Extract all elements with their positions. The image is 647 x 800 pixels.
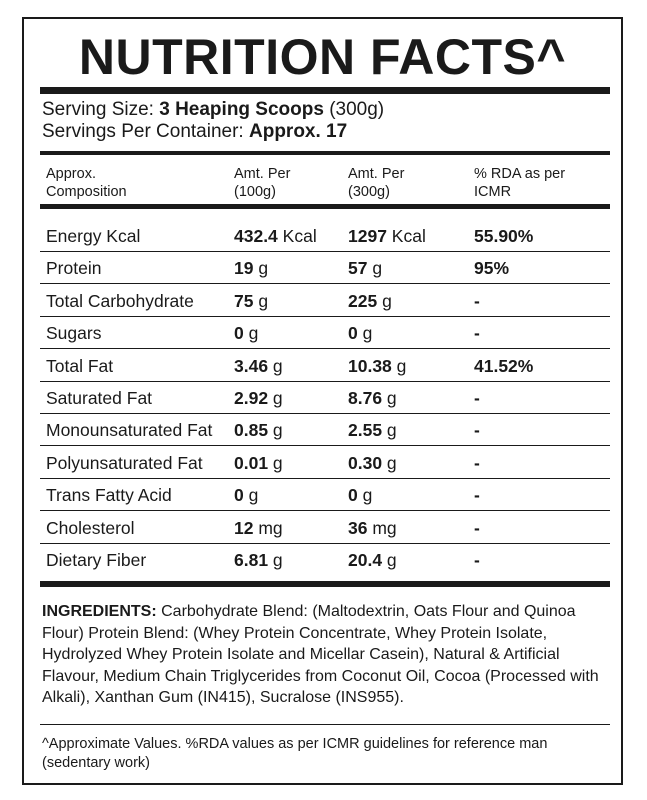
amount-per-100g-value: 19 — [234, 258, 254, 279]
amount-per-100g-value: 3.46 — [234, 355, 269, 376]
amount-per-300g-unit: g — [377, 290, 392, 311]
amount-per-100g-value: 0.85 — [234, 420, 269, 441]
nutrient-name: Energy Kcal — [46, 226, 141, 246]
amount-per-300g-unit: g — [382, 550, 397, 570]
amount-per-100g-value: 0 — [234, 323, 244, 344]
amount-per-300g-unit: g — [357, 323, 373, 344]
header-amt-100g: Amt. Per (100g) — [234, 166, 291, 200]
amount-per-100g-unit: g — [268, 550, 283, 570]
amount-per-300g-value: 57 — [348, 258, 368, 279]
amount-per-300g-unit: g — [382, 388, 397, 408]
amount-per-300g — [348, 285, 392, 317]
serving-size — [42, 99, 384, 121]
header-composition: Approx. Composition — [46, 166, 127, 200]
nutrient-name: Dietary Fiber — [46, 550, 147, 570]
nutrient-name: Monounsaturated Fat — [46, 420, 213, 441]
nutrient-name: Total Fat — [46, 355, 114, 376]
amount-per-100g-unit: g — [253, 258, 269, 279]
amount-per-100g — [234, 479, 258, 511]
amount-per-100g — [234, 252, 268, 284]
amount-per-100g — [234, 317, 258, 349]
amount-per-100g — [234, 350, 283, 382]
nutrient-name: Cholesterol — [46, 517, 135, 538]
serving-size-label: Serving Size: — [42, 99, 160, 120]
amount-per-300g-value: 225 — [348, 290, 378, 311]
amount-per-300g-unit: Kcal — [386, 226, 426, 246]
header-rda: % RDA as per ICMR — [474, 166, 566, 200]
amount-per-100g-unit: g — [268, 420, 283, 441]
serving-size-qty: (300g) — [323, 99, 385, 120]
rda-percent: 55.90% — [474, 226, 534, 246]
amount-per-300g — [348, 220, 426, 252]
amount-per-300g-unit: g — [382, 420, 397, 441]
amount-per-100g — [234, 544, 283, 576]
amount-per-300g-value: 0 — [348, 485, 358, 506]
amount-per-100g-unit: g — [243, 485, 259, 506]
table-row — [40, 512, 610, 544]
table-row — [40, 350, 610, 382]
amount-per-300g-unit: g — [367, 258, 383, 279]
amount-per-300g-unit: g — [357, 485, 373, 506]
serving-divider — [40, 151, 610, 155]
nutrient-name: Polyunsaturated Fat — [46, 452, 203, 473]
amount-per-100g-value: 0.01 — [234, 452, 269, 473]
amount-per-100g — [234, 447, 283, 479]
amount-per-300g-value: 20.4 — [348, 550, 383, 570]
table-row — [40, 220, 610, 252]
rda-percent: - — [474, 485, 480, 506]
amount-per-100g-value: 75 — [234, 290, 254, 311]
amount-per-100g-value: 0 — [234, 485, 244, 506]
table-row — [40, 414, 610, 446]
amount-per-300g — [348, 414, 397, 446]
amount-per-100g — [234, 382, 283, 414]
rda-percent: - — [474, 550, 480, 570]
amount-per-100g-unit: g — [243, 323, 259, 344]
amount-per-300g-value: 10.38 — [348, 355, 392, 376]
amount-per-300g — [348, 382, 397, 414]
amount-per-300g-unit: mg — [367, 517, 397, 538]
amount-per-300g — [348, 479, 372, 511]
table-row — [40, 382, 610, 414]
amount-per-300g-value: 36 — [348, 517, 368, 538]
rda-percent: - — [474, 388, 480, 408]
rda-percent: - — [474, 323, 480, 344]
servings-per-container-label: Servings Per Container: — [42, 121, 249, 142]
servings-per-container-value: Approx. 17 — [249, 121, 348, 142]
page-title: NUTRITION FACTS^ — [78, 29, 567, 85]
servings-per-container — [42, 121, 347, 143]
amount-per-100g-unit: g — [268, 355, 283, 376]
amount-per-300g-unit: g — [382, 452, 397, 473]
amount-per-100g-unit: mg — [253, 517, 283, 538]
ingredients-text: Carbohydrate Blend: (Maltodextrin, Oats Flour and Quinoa Flour) Protein Blend: (Whey Protein Concentrate, Whey Protein Isolate, Hydrolyzed Whey Protein Isolate and Micellar Casein), Natural & Artificial Flavour, Medium Chain Triglycerides from Coconut Oil, Cocoa (Processed with Alkali), Xanthan Gum (IN415), Sucralose (INS955). — [42, 603, 599, 706]
table-bottom-divider — [40, 581, 610, 587]
nutrition-facts-panel — [22, 17, 623, 785]
amount-per-100g — [234, 512, 283, 544]
footnote: ^Approximate Values. %RDA values as per ICMR guidelines for reference man (sedentary work) — [42, 736, 548, 771]
amount-per-100g-value: 12 — [234, 517, 254, 538]
amount-per-300g-value: 1297 — [348, 226, 387, 246]
amount-per-100g — [234, 414, 283, 446]
amount-per-300g-value: 2.55 — [348, 420, 383, 441]
ingredients-label: INGREDIENTS: — [42, 603, 157, 620]
table-row — [40, 252, 610, 284]
amount-per-300g — [348, 317, 372, 349]
amount-per-300g-value: 0 — [348, 323, 358, 344]
amount-per-100g-value: 2.92 — [234, 388, 269, 408]
nutrient-name: Protein — [46, 258, 102, 279]
header-amt-300g: Amt. Per (300g) — [348, 166, 405, 200]
nutrient-name: Sugars — [46, 323, 102, 344]
rda-percent: 41.52% — [474, 355, 534, 376]
amount-per-100g — [234, 285, 268, 317]
amount-per-100g-unit: g — [268, 388, 283, 408]
amount-per-100g — [234, 220, 317, 252]
rda-percent: - — [474, 517, 480, 538]
nutrient-name: Saturated Fat — [46, 388, 153, 408]
nutrient-name: Total Carbohydrate — [46, 290, 194, 311]
nutrient-name: Trans Fatty Acid — [46, 485, 172, 506]
amount-per-300g — [348, 350, 406, 382]
table-row — [40, 447, 610, 479]
rda-percent: 95% — [474, 258, 510, 279]
serving-size-value: 3 Heaping Scoops — [159, 99, 324, 120]
amount-per-100g-value: 6.81 — [234, 550, 269, 570]
ingredients — [42, 601, 614, 709]
amount-per-100g-value: 432.4 — [234, 226, 278, 246]
table-row — [40, 544, 610, 576]
header-divider — [40, 204, 610, 209]
amount-per-100g-unit: g — [253, 290, 269, 311]
rda-percent: - — [474, 290, 480, 311]
amount-per-300g — [348, 544, 397, 576]
amount-per-300g-value: 0.30 — [348, 452, 383, 473]
amount-per-300g — [348, 447, 397, 479]
amount-per-300g — [348, 252, 382, 284]
amount-per-100g-unit: g — [268, 452, 283, 473]
table-row — [40, 479, 610, 511]
amount-per-300g-unit: g — [391, 355, 407, 376]
table-row — [40, 285, 610, 317]
table-row — [40, 317, 610, 349]
title-divider — [40, 87, 610, 94]
amount-per-300g-value: 8.76 — [348, 388, 383, 408]
amount-per-100g-unit: Kcal — [277, 226, 317, 246]
footnote-divider — [40, 724, 610, 725]
rda-percent: - — [474, 420, 480, 441]
rda-percent: - — [474, 452, 480, 473]
amount-per-300g — [348, 512, 397, 544]
